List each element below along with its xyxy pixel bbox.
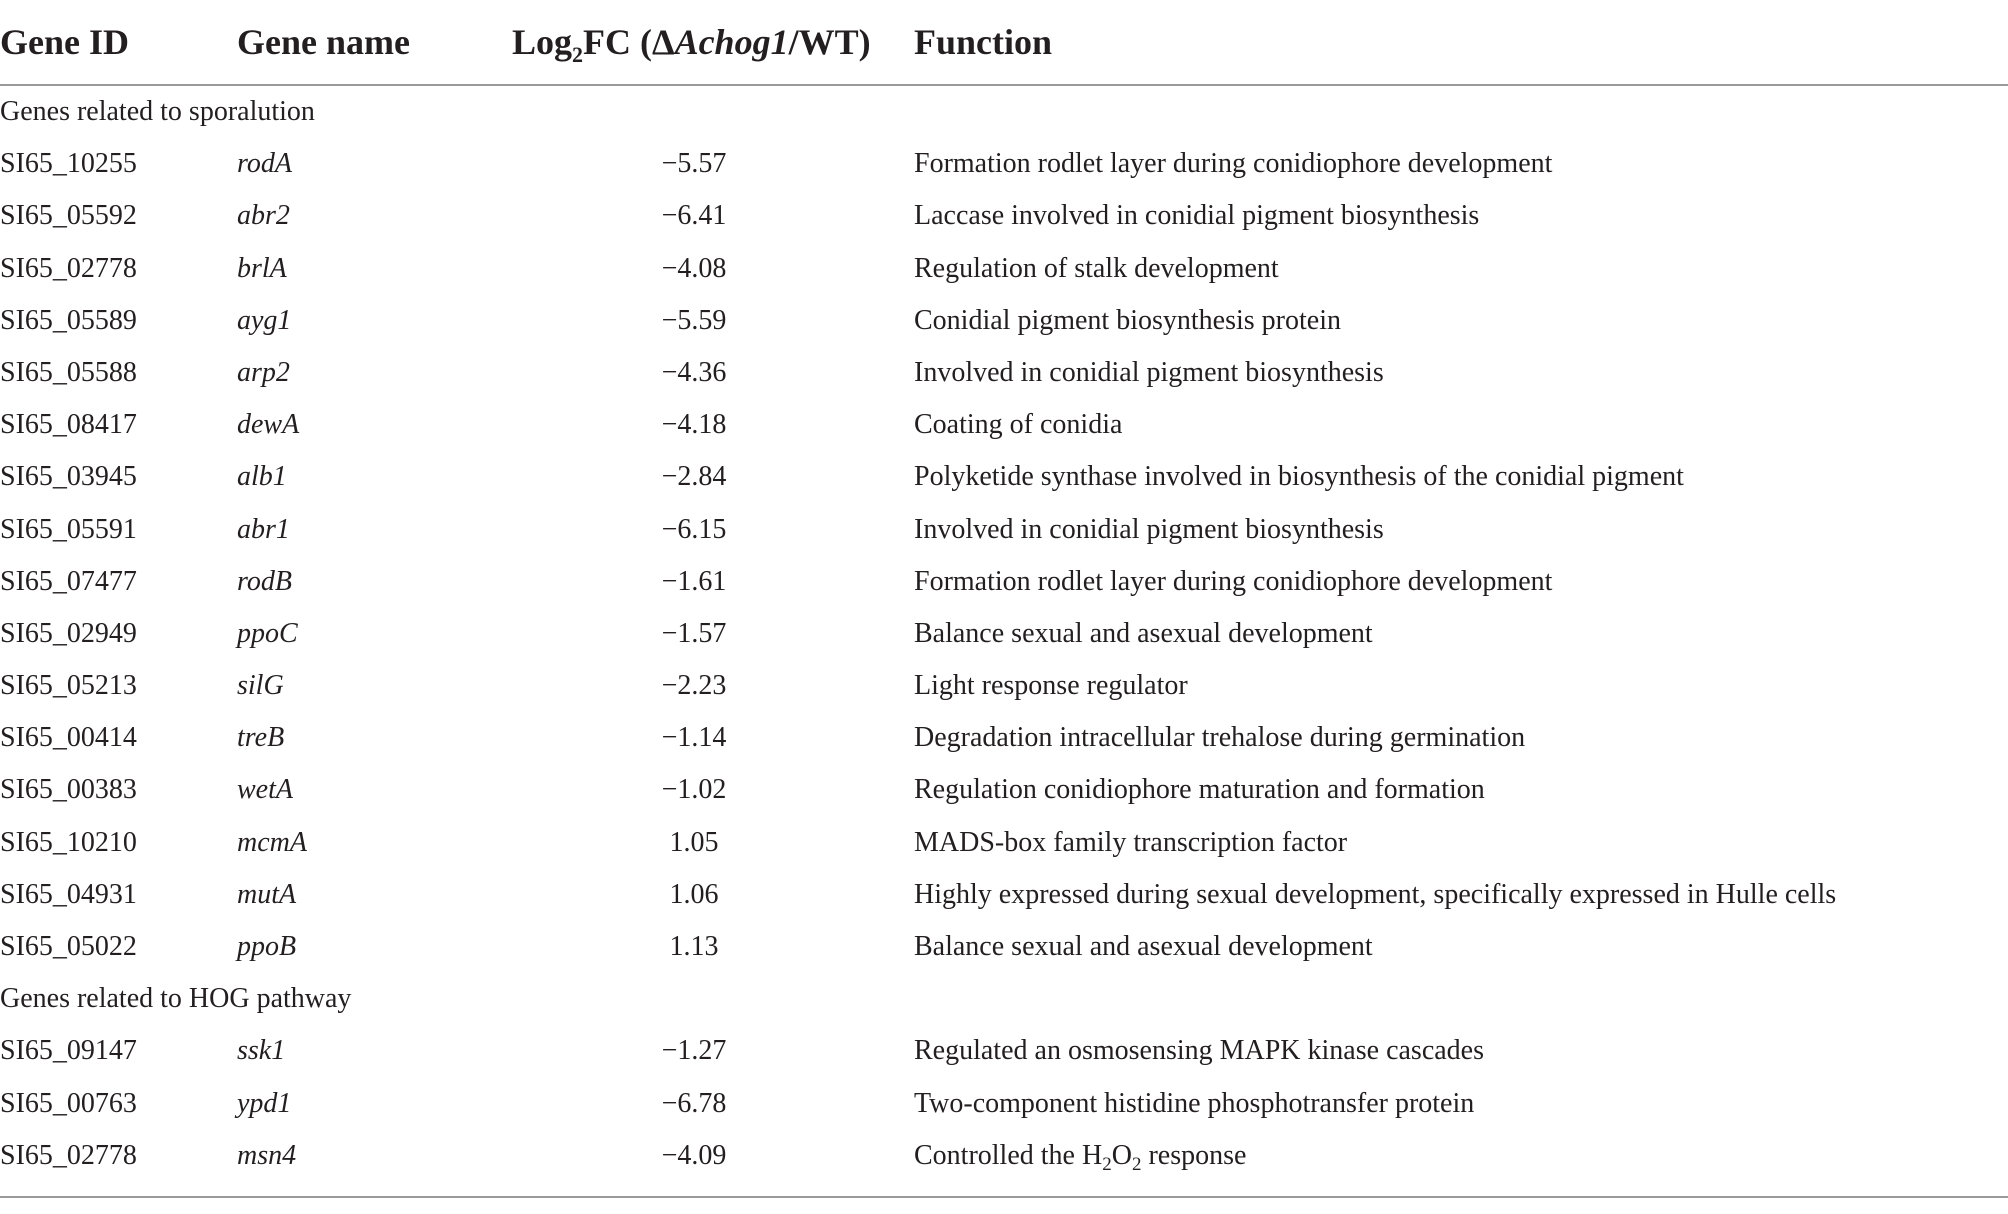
gene-name-cell: dewA bbox=[237, 409, 300, 441]
log2fc-cell: −2.84 bbox=[661, 461, 727, 493]
table-row bbox=[0, 399, 2008, 451]
table-row bbox=[0, 556, 2008, 608]
function-cell: Coating of conidia bbox=[914, 409, 1123, 441]
table-row bbox=[0, 817, 2008, 869]
bottom-rule bbox=[0, 1196, 2008, 1198]
gene-id-cell: SI65_05592 bbox=[0, 200, 137, 232]
gene-name-cell: rodA bbox=[237, 148, 292, 180]
table-row bbox=[0, 504, 2008, 556]
log2fc-cell: −1.27 bbox=[661, 1035, 727, 1067]
log2fc-cell: −1.57 bbox=[661, 617, 727, 649]
section-header-row bbox=[0, 86, 2008, 138]
function-cell: Regulation of stalk development bbox=[914, 252, 1279, 284]
gene-name-cell: mcmA bbox=[237, 826, 307, 858]
function-cell: Regulation conidiophore maturation and formation bbox=[914, 774, 1485, 806]
log2fc-cell: 1.05 bbox=[669, 826, 719, 858]
table-row bbox=[0, 295, 2008, 347]
gene-id-cell: SI65_02778 bbox=[0, 252, 137, 284]
gene-name-cell: alb1 bbox=[237, 461, 287, 493]
log2fc-cell: −6.78 bbox=[661, 1087, 727, 1119]
gene-id-cell: SI65_00383 bbox=[0, 774, 137, 806]
gene-name-cell: arp2 bbox=[237, 356, 290, 388]
table-row bbox=[0, 712, 2008, 764]
gene-id-cell: SI65_05022 bbox=[0, 931, 137, 962]
gene-id-cell: SI65_07477 bbox=[0, 565, 137, 597]
log2fc-cell: −1.14 bbox=[661, 722, 727, 754]
function-cell: Highly expressed during sexual development, specifically expressed in Hulle cells bbox=[914, 878, 1837, 910]
section-header-row bbox=[0, 973, 2008, 1025]
function-cell: Controlled the $H_2O_2$ response bbox=[914, 1139, 1247, 1175]
function-cell: Conidial pigment biosynthesis protein bbox=[914, 304, 1341, 336]
function-cell: Balance sexual and asexual development bbox=[914, 617, 1373, 649]
gene-id-cell: SI65_02778 bbox=[0, 1139, 137, 1171]
log2fc-cell: −4.08 bbox=[661, 252, 727, 284]
gene-id-cell: SI65_05588 bbox=[0, 356, 137, 388]
gene-id-cell: SI65_05213 bbox=[0, 670, 137, 702]
section-label: Genes related to sporalution bbox=[0, 96, 315, 127]
section-label: Genes related to HOG pathway bbox=[0, 983, 352, 1015]
gene-id-cell: SI65_00414 bbox=[0, 722, 137, 754]
function-cell: Light response regulator bbox=[914, 670, 1188, 702]
function-cell: Balance sexual and asexual development bbox=[914, 931, 1373, 962]
log2fc-cell: −1.02 bbox=[661, 774, 727, 806]
log2fc-cell: 1.13 bbox=[669, 931, 719, 962]
gene-id-cell: SI65_10210 bbox=[0, 826, 137, 858]
table-body bbox=[0, 86, 2008, 1182]
table-row bbox=[0, 190, 2008, 242]
table-row bbox=[0, 660, 2008, 712]
gene-id-cell: SI65_10255 bbox=[0, 148, 137, 180]
header-log2fc: Log$_2$FC (ΔAchog1/WT) bbox=[512, 22, 871, 67]
gene-name-cell: ppoC bbox=[237, 617, 298, 649]
gene-name-cell: wetA bbox=[237, 774, 293, 806]
gene-id-cell: SI65_09147 bbox=[0, 1035, 137, 1067]
log2fc-cell: −4.09 bbox=[661, 1139, 727, 1171]
header-gene-name: Gene name bbox=[237, 22, 410, 62]
log2fc-cell: 1.06 bbox=[669, 878, 719, 910]
log2fc-cell: −1.61 bbox=[661, 565, 727, 597]
gene-id-cell: SI65_05591 bbox=[0, 513, 137, 545]
table-header bbox=[0, 0, 2008, 86]
gene-name-cell: ppoB bbox=[237, 931, 297, 962]
table-row bbox=[0, 764, 2008, 816]
table-row bbox=[0, 1025, 2008, 1077]
function-cell: Regulated an osmosensing MAPK kinase cascades bbox=[914, 1035, 1484, 1067]
table-row bbox=[0, 347, 2008, 399]
header-gene-id: Gene ID bbox=[0, 22, 129, 62]
table-row bbox=[0, 921, 2008, 973]
function-cell: Degradation intracellular trehalose during germination bbox=[914, 722, 1526, 754]
function-cell: Laccase involved in conidial pigment biosynthesis bbox=[914, 200, 1480, 232]
gene-id-cell: SI65_00763 bbox=[0, 1087, 137, 1119]
gene-name-cell: treB bbox=[237, 722, 285, 754]
gene-name-cell: ssk1 bbox=[237, 1035, 286, 1067]
log2fc-cell: −6.15 bbox=[661, 513, 727, 545]
gene-name-cell: ayg1 bbox=[237, 304, 292, 336]
table-row bbox=[0, 608, 2008, 660]
gene-name-cell: ypd1 bbox=[237, 1087, 292, 1119]
gene-id-cell: SI65_04931 bbox=[0, 878, 137, 910]
log2fc-cell: −5.57 bbox=[661, 148, 727, 180]
table-row bbox=[0, 138, 2008, 190]
table-row bbox=[0, 1078, 2008, 1130]
gene-name-cell: silG bbox=[237, 670, 284, 702]
function-cell: Formation rodlet layer during conidiophore development bbox=[914, 565, 1553, 597]
function-cell: MADS-box family transcription factor bbox=[914, 826, 1348, 858]
function-cell: Involved in conidial pigment biosynthesis bbox=[914, 513, 1384, 545]
gene-name-cell: msn4 bbox=[237, 1139, 297, 1171]
log2fc-cell: −5.59 bbox=[661, 304, 727, 336]
function-cell: Formation rodlet layer during conidiophore development bbox=[914, 148, 1553, 180]
log2fc-cell: −4.36 bbox=[661, 356, 727, 388]
gene-id-cell: SI65_03945 bbox=[0, 461, 137, 493]
function-cell: Two-component histidine phosphotransfer protein bbox=[914, 1087, 1475, 1119]
log2fc-cell: −2.23 bbox=[661, 670, 727, 702]
gene-id-cell: SI65_02949 bbox=[0, 617, 137, 649]
gene-id-cell: SI65_05589 bbox=[0, 304, 137, 336]
table-row bbox=[0, 243, 2008, 295]
gene-name-cell: brlA bbox=[237, 252, 287, 284]
table-row bbox=[0, 451, 2008, 503]
function-cell: Involved in conidial pigment biosynthesis bbox=[914, 356, 1384, 388]
gene-name-cell: abr1 bbox=[237, 513, 290, 545]
function-cell: Polyketide synthase involved in biosynthesis of the conidial pigment bbox=[914, 461, 1684, 493]
table-row bbox=[0, 1130, 2008, 1182]
gene-id-cell: SI65_08417 bbox=[0, 409, 137, 441]
gene-name-cell: mutA bbox=[237, 878, 297, 910]
log2fc-cell: −6.41 bbox=[661, 200, 727, 232]
gene-name-cell: rodB bbox=[237, 565, 292, 597]
header-function: Function bbox=[914, 22, 1053, 62]
log2fc-cell: −4.18 bbox=[661, 409, 727, 441]
table-row bbox=[0, 869, 2008, 921]
gene-name-cell: abr2 bbox=[237, 200, 290, 232]
